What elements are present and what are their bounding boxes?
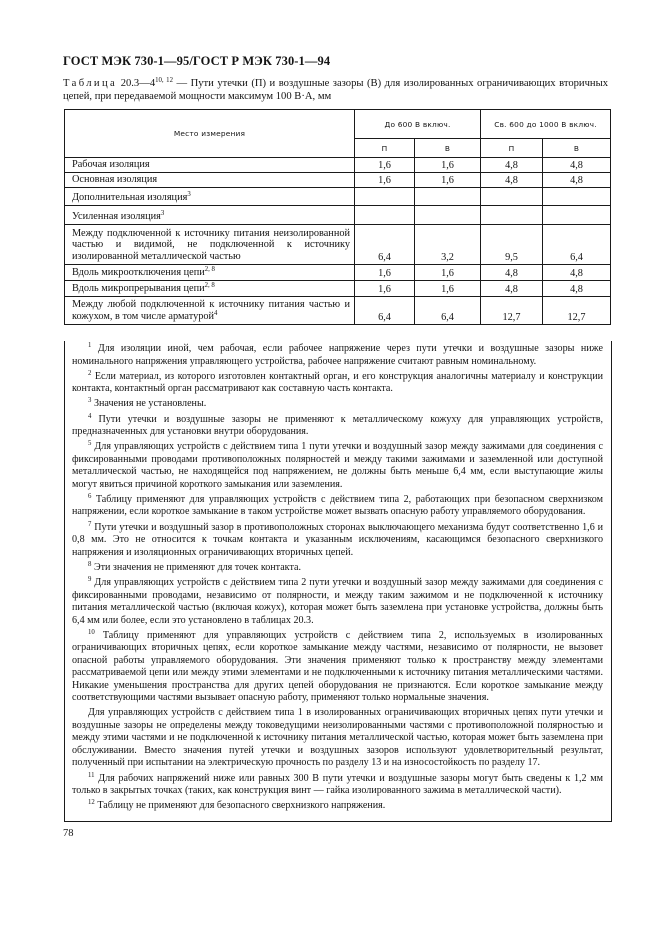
footnote-number: 10 [88,628,95,636]
page-header: ГОСТ МЭК 730-1—95/ГОСТ Р МЭК 730-1—94 [63,54,331,68]
footnote-number: 4 [88,412,92,420]
footnote-text: Значения не установлены. [93,398,207,410]
table-cell-value: 1,6 [355,265,415,281]
table-caption-text: — Пути утечки (П) и воздушные зазоры (В) для изолированных ограничивающих вторичных цепей, при передаваемой мощности максимум 100 В·А, мм [63,78,609,103]
footnote-text: Эти значения не применяют для точек контакта. [93,561,301,573]
footnote [72,343,603,368]
row-measurement-place [65,265,355,281]
row-measurement-place [65,158,355,173]
row-label: Рабочая изоляция [72,159,150,171]
table-cell-value: 1,6 [415,281,481,297]
row-measurement-place [65,281,355,297]
row-footnote-ref: 4 [214,310,218,318]
row-measurement-place [65,173,355,188]
table-body [65,158,611,325]
table-cell-value: 1,6 [415,265,481,281]
footnote-number: 8 [88,560,92,568]
table-row [65,206,611,225]
table-cell-value: 4,8 [481,158,543,173]
table-cell-value: 9,5 [481,225,543,265]
footnote-text: Для управляющих устройств с действием типа 1 пути утечки и воздушный зазор между зажимами для соединения с фиксированными проводами противоположных полярностей и между такими зажимами и заземленной или доступной металлической частью, не находящейся под напряжением, не должны быть меньше 6,4 мм, если выступающие жилы могут явиться причиной короткого замыкания или заземления. [72,441,603,490]
table-cell-value [415,206,481,225]
footnote [72,494,603,519]
subheader-creepage: П [355,139,415,158]
row-footnote-ref: 2, 8 [204,266,215,274]
table-number: 20.3—4 [120,78,156,89]
table-cell-value [543,188,611,206]
column-header-up-to-600v: До 600 В включ. [355,110,481,139]
table-row [65,281,611,297]
row-measurement-place [65,188,355,206]
table-cell-value: 4,8 [543,265,611,281]
table-cell-value: 4,8 [481,265,543,281]
table-cell-value: 12,7 [481,297,543,325]
table-cell-value [481,206,543,225]
row-footnote-ref: 3 [187,191,191,199]
footnote [72,577,603,627]
table-row [65,158,611,173]
footnote-number: 2 [88,369,92,377]
table-cell-value [415,188,481,206]
row-measurement-place [65,206,355,225]
table-cell-value: 1,6 [355,173,415,188]
row-label: Усиленная изоляция [72,211,161,223]
footnote [72,371,603,396]
table-row [65,188,611,206]
footnote-text: Для управляющих устройств с действием типа 1 в изолированных ограничивающих вторичных цепях пути утечки и воздушные зазоры не определены между токоведущими неизолированными частями с противоположной полярностью и между этими частями и не подключенной к источнику питания металлической частью, которая может быть заземлена при обслуживании. Вместо значения путей утечки и воздушных зазоров используют удовлетворительный результат, полученный при испытании на электрическую прочность по разделу 13 и на износостойкость по разделу 17. [72,707,603,769]
footnote-text: Таблицу применяют для управляющих устройств с действием типа 2, используемых в изолированных ограничивающих вторичных цепях, если короткое замыкание между частями, независимо от полярности, не вызовет опасной работы управляемого оборудования. Эти значения применяют только к пространству между элементами рассматриваемой цепи или между этими элементами и не подключенными к источнику питания металлическими частями. Никакие уменьшения пространства для других цепей оборудования не признаются. Если короткое замыкание между соответствующими частями вызывает опасную работу, применяют только нормальные значения. [72,629,603,704]
subheader-creepage: П [481,139,543,158]
footnote-text: Для управляющих устройств с действием типа 2 пути утечки и воздушный зазор между зажимами для соединения с фиксированными проводами, независимо от полярности, и между таким зажимом и не подключенной к источнику питания металлической частью (включая кожух), которая может быть заземлена при установке устройства, должны быть 6,4 мм или более, если это установлено в таблицах 20.3. [72,577,603,626]
footnote-number: 6 [88,492,92,500]
footnote-text: Таблицу применяют для управляющих устройств с действием типа 2, работающих при безопасном сверхнизком напряжении, если короткое замыкание в таком устройстве может вызвать опасную работу управляемого оборудования. [72,493,603,518]
table-cell-value: 1,6 [355,158,415,173]
row-footnote-ref: 3 [160,210,165,218]
table-cell-value: 4,8 [543,173,611,188]
table-cell-value: 1,6 [415,173,481,188]
table-cell-value: 1,6 [415,158,481,173]
table-row [65,297,611,325]
row-measurement-place [65,297,355,325]
row-label: Основная изоляция [72,174,158,186]
footnote-text: Для рабочих напряжений ниже или равных 300 В пути утечки и воздушные зазоры могут быть сведены к 1,2 мм только в закрытых точках (таких, как конструкция винт — гайка изолированного зажима в металлической части). [72,772,603,797]
footnote [72,441,603,491]
footnote-text: Для изоляции иной, чем рабочая, если рабочее напряжение через пути утечки и воздушные зазоры ниже номинального напряжения управляющего устройства, рабочее напряжение считают равным номинальному. [72,343,603,367]
footnote-number: 11 [88,771,95,779]
table-cell-value: 1,6 [355,281,415,297]
table-cell-value: 6,4 [543,225,611,265]
footnote-number: 9 [88,576,92,583]
footnote [72,630,603,705]
table-cell-value: 4,8 [543,158,611,173]
row-label: Дополнительная изоляция [72,192,188,204]
table-cell-value: 12,7 [543,297,611,325]
footnote-text: Таблицу не применяют для безопасного сверхнизкого напряжения. [97,800,386,812]
column-header-measurement-place: Место измерения [65,110,355,158]
table-cell-value: 3,2 [415,225,481,265]
row-label: Между подключенной к источнику питания неизолированной частью и видимой, не подключенной к источнику изолированной металлической частью [72,227,350,263]
footnote-number: 5 [88,440,92,448]
subheader-clearance: В [543,139,611,158]
table-notes [72,343,603,815]
footnote-text: Если материал, из которого изготовлен контактный орган, и его конструкция аналогичны материалу и конструкции контакта, контактный орган рассматривают как составную часть контакта. [72,370,603,395]
table-caption [63,77,608,104]
table-row [65,173,611,188]
table-cell-value: 4,8 [543,281,611,297]
table-cell-value [355,206,415,225]
row-label: Вдоль микроотключения цепи [72,267,205,279]
footnote-number: 3 [88,397,92,405]
footnote-number: 1 [88,342,92,349]
footnote [72,414,603,439]
table-cell-value [355,188,415,206]
footnote [72,800,603,813]
row-label: Между любой подключенной к источнику питания частью и кожухом, в том числе арматурой [72,299,350,323]
footnote-text: Пути утечки и воздушные зазоры не применяют к металлическому кожуху для управляющих устройств, предназначенных для установки внутри оборудования. [72,413,604,438]
row-measurement-place [65,225,355,265]
page-number: 78 [63,828,74,839]
table-cell-value: 4,8 [481,173,543,188]
column-header-600-to-1000v: Св. 600 до 1000 В включ. [481,110,611,139]
row-label: Вдоль микропрерывания цепи [72,283,205,295]
table-cell-value: 6,4 [355,225,415,265]
subheader-clearance: В [415,139,481,158]
row-footnote-ref: 2, 8 [204,282,215,290]
footnote [72,773,603,798]
table-cell-value [543,206,611,225]
table-cell-value: 6,4 [355,297,415,325]
footnote [72,562,603,575]
footnote-text: Пути утечки и воздушный зазор в противоположных сторонах выключающего механизма будут соответственно 1,6 и 0,8 мм. Это не относится к точкам контакта и указанным исключениям, касающимся безопасного сверхнизкого напряжения и изоляционных ограничивающих вторичных цепей. [72,521,603,558]
footnote [72,707,603,770]
footnote [72,522,603,560]
table-cell-value: 4,8 [481,281,543,297]
table-cell-value [481,188,543,206]
table-caption-label: Таблица [63,78,118,89]
creepage-clearance-table [64,109,611,325]
footnote [72,398,603,411]
footnote-number: 12 [88,799,95,807]
table-row [65,225,611,265]
table-number-footnote-ref: 10, 12 [155,77,173,84]
table-row [65,265,611,281]
table-cell-value: 6,4 [415,297,481,325]
footnote-number: 7 [88,520,92,528]
